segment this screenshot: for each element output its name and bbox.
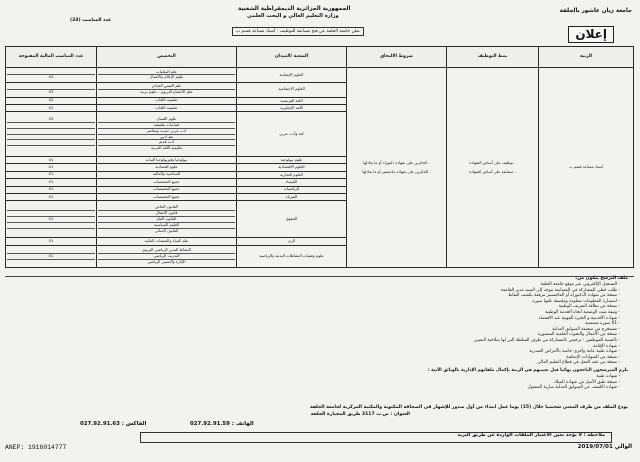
- positions-cell: [6, 193, 97, 200]
- specialty-cell: [97, 156, 237, 163]
- positions-cell: [6, 82, 97, 97]
- conditions-cell: [347, 68, 447, 268]
- positions-count-item: 01: [48, 178, 54, 184]
- table-row: [6, 68, 634, 83]
- positions-count-item: 01: [48, 164, 54, 170]
- positions-cell: [6, 171, 97, 178]
- announcement-title: إعلان: [568, 26, 614, 43]
- phone-number: الهاتف : 027.92.91.59: [190, 421, 254, 427]
- remark-text: ملاحظة : لا يؤخذ بعين الاعتبار الملفات الواردة عن طريق البريد: [457, 433, 605, 438]
- specialty-item: علم النفس العيادي: [98, 84, 235, 90]
- field-cell: الرياضيات: [237, 186, 347, 193]
- field-cell: اللغة الإنجليزية: [237, 105, 347, 112]
- specialty-item: تعليمية اللغات: [155, 98, 178, 103]
- condition-item: - الحائزين على شهادة ماجستير أو ما يعادلها: [362, 168, 431, 174]
- specialty-item: الإدارة والتسيير الرياضي: [147, 259, 186, 264]
- republic-title: الجمهورية الجزائرية الديمقراطية الشعبية: [238, 6, 351, 12]
- specialty-cell: [97, 238, 237, 245]
- positions-count-item: 01: [48, 193, 54, 199]
- specialty-cell: [97, 68, 237, 83]
- positions-cell: [6, 156, 97, 163]
- final-note-item: - نسخة طبق الأصل من شهادة الميلاد: [553, 379, 620, 385]
- field-cell: الكيمياء: [237, 179, 347, 186]
- positions-count-item: 02: [48, 104, 54, 110]
- file-requirement-item: - نسخة من شهادة الدكتوراه أو الماجستير مرفقة بكشف النقاط: [508, 293, 620, 299]
- specialty-item: علوم الإعلام والاتصال: [149, 75, 184, 80]
- positions-count-item: 02: [7, 117, 95, 123]
- positions-count-item: 03: [48, 89, 54, 95]
- positions-count-item: [7, 260, 95, 265]
- specialty-item: علوم اللسان: [98, 117, 235, 123]
- header-specialty: التخصص: [97, 47, 237, 68]
- file-requirement-item: - التسجيل الإلكتروني عبر موقع جامعة الجلفة: [540, 282, 620, 287]
- specialty-cell: [97, 245, 237, 267]
- specialty-cell: [97, 201, 237, 238]
- recruitment-mode-cell: [447, 68, 539, 268]
- final-note-title: يلزم المترشحون الناجحون نهائيا قبل تعيينهم في الرتبة بإكمال ملفاتهم الإدارية بالوثائق الآتية :: [427, 368, 628, 373]
- rank-cell: أستاذ مساعد قسم ب: [539, 68, 634, 268]
- files-list: [100, 282, 620, 366]
- specialty-item: جميع التخصصات: [153, 187, 180, 192]
- file-requirement-item: - نسخة من بطاقة التعريف الوطنية: [558, 304, 620, 310]
- fax-number: الفاكس : 027.92.91.63: [80, 421, 147, 427]
- specialty-cell: [97, 105, 237, 112]
- specialty-item: علم المياه والمنشآت المائية: [144, 239, 189, 244]
- specialty-cell: [97, 112, 237, 156]
- specialty-item: القانون العام: [98, 217, 235, 223]
- file-requirement-item: - نسخة من الشهادات الإضافية: [566, 354, 620, 360]
- specialty-item: النشاط البدني الرياضي التربوي: [98, 248, 235, 254]
- header-field: الشعبة /الميدان: [237, 47, 347, 68]
- specialty-item: العلوم السياسية: [98, 223, 235, 229]
- specialty-cell: [97, 164, 237, 171]
- specialty-item: تعليمية اللغة العربية: [151, 146, 182, 151]
- divider: [5, 276, 634, 277]
- final-note-item: - شهادة طبية: [596, 374, 620, 379]
- deposit-text: يودع الملف من طرف المعني شخصيا خلال (15) يوما عمل ابتداء من أول صدور للإشهار في الصحافة المكتوبة والمكتبة المركزية لجامعة الجلفة: [309, 405, 628, 410]
- positions-cell: [6, 97, 97, 104]
- field-cell: لغة وأدب عربي: [237, 112, 347, 156]
- specialty-cell: [97, 171, 237, 178]
- specialty-item: تعليمية اللغات: [155, 105, 178, 110]
- positions-count-item: 01: [48, 186, 54, 192]
- file-requirement-item: - نسخة من الأعمال والبحوث العلمية المنشورة: [537, 332, 620, 338]
- positions-count-item: [7, 146, 95, 151]
- specialty-item: أدب قديم: [98, 140, 235, 146]
- positions-cell: [6, 245, 97, 267]
- positions-count-item: 01: [48, 171, 54, 177]
- file-requirement-item: - بالنسبة للموظفين : ترخيص بالمشاركة من طرف السلطة التي لها صلاحية التعيين: [474, 337, 620, 343]
- positions-count-item: [7, 229, 95, 234]
- ministry-title: وزارة التعليم العالي و البحث العلمي: [247, 13, 339, 19]
- file-requirement-item: - شهادة الإقامة: [593, 343, 620, 349]
- file-requirement-item: - شهادة طبية عامة وأخرى خاصة بالأمراض الصدرية: [529, 349, 620, 355]
- file-requirement-item: - مستخرج من صحيفة السوابق العدلية: [552, 326, 620, 332]
- specialty-item: جميع التخصصات: [153, 179, 180, 184]
- recruitment-mode-item: - مسابقة على أساس الشهادة: [469, 168, 516, 174]
- positions-cell: [6, 238, 97, 245]
- field-cell: اللغة الفرنسية: [237, 97, 347, 104]
- positions-count-item: 01: [48, 156, 54, 162]
- table-body: [6, 68, 634, 268]
- specialty-cell: [97, 97, 237, 104]
- positions-count-item: 02: [48, 97, 54, 103]
- files-title: ملف الترشح يتكون من:: [575, 276, 628, 281]
- specialty-cell: [97, 82, 237, 97]
- field-cell: العلوم التجارية: [237, 171, 347, 178]
- specialty-item: علم الاجتماع التربوي - علوم تربية: [140, 90, 193, 95]
- specialty-cell: [97, 193, 237, 200]
- header-positions: عدد المناصب المالية المفتوحة: [6, 47, 97, 68]
- final-note-list: [220, 374, 620, 391]
- file-requirement-item: - 01 صورة شمسية: [585, 321, 620, 327]
- final-note-item: - شهادة الكشف عن السوابق العدلية سارية المفعول: [527, 385, 620, 391]
- positions-count-item: 01: [7, 217, 95, 223]
- specialty-item: القانون الجنائي: [154, 228, 179, 233]
- positions-count-item: 03: [48, 74, 54, 80]
- positions-cell: [6, 164, 97, 171]
- positions-cell: [6, 201, 97, 238]
- specialty-item: القانون الخاص: [98, 205, 235, 211]
- specialty-item: المحاسبة والمالية: [152, 172, 181, 177]
- specialty-cell: [97, 179, 237, 186]
- address-text: العنوان : ص.ب 3117 طريق المجبارة الجلفة: [310, 412, 410, 417]
- positions-cell: [6, 68, 97, 83]
- announcement-subtitle: تعلن جامعة الجلفة عن فتح مسابقة للتوظيف : أستاذ مساعد قسم ب: [232, 27, 364, 36]
- specialty-item: علوم اقتصادية: [155, 165, 178, 170]
- positions-count-item: 01: [48, 238, 54, 244]
- positions-cell: [6, 186, 97, 193]
- file-requirement-item: - نسخة من عقد العمل في قطاع التعليم العالي: [537, 360, 620, 366]
- specialty-item: لسانيات تطبيقية: [98, 123, 235, 129]
- field-cell: الحقوق: [237, 201, 347, 238]
- file-requirement-item: - شهادة الأقدمية و الخبرة المهنية عند الاقتضاء: [538, 315, 620, 321]
- recruitment-mode-item: - توظيف على أساس الشهادة: [469, 160, 516, 165]
- positions-count-item: 01: [7, 254, 95, 260]
- positions-cell: [6, 179, 97, 186]
- specialty-item: جميع التخصصات: [153, 194, 180, 199]
- field-cell: العلوم الإنسانية: [237, 68, 347, 83]
- specialty-item: قانون الأعمال: [98, 211, 235, 217]
- header-conditions: شروط الالتحاق: [347, 47, 447, 68]
- field-cell: علوم وتقنيات النشاطات البدنية والرياضية: [237, 245, 347, 267]
- field-cell: الفيزياء: [237, 193, 347, 200]
- positions-table: [5, 46, 634, 268]
- positions-cell: [6, 112, 97, 156]
- header-rank: الرتبة: [539, 47, 634, 68]
- file-requirement-item: - وثيقة تثبت الوضعية اتجاه الخدمة الوطنية: [545, 309, 620, 315]
- field-cell: العلوم الاجتماعية: [237, 82, 347, 97]
- condition-item: - الحائزين على شهادة دكتوراه أو ما يعادلها: [363, 160, 430, 165]
- table-header-row: [6, 47, 634, 68]
- specialty-item: التدريب الرياضي: [98, 254, 235, 260]
- specialty-cell: [97, 186, 237, 193]
- publication-date: الوالي 2019/07/01: [577, 444, 632, 450]
- file-requirement-item: - طلب خطي للمشاركة في المسابقة موجه إلى السيد مدير الجامعة: [500, 287, 620, 293]
- field-cell: علوم بيولوجية: [237, 156, 347, 163]
- specialty-item: بيولوجيا وفيزيولوجيا النبات: [145, 157, 188, 162]
- field-cell: الري: [237, 238, 347, 245]
- header-recruitment-mode: نمط التوظيف: [447, 47, 539, 68]
- specialty-item: علم المكتبات: [98, 70, 235, 76]
- positions-cell: [6, 105, 97, 112]
- file-requirement-item: - استمارة المعلومات مملوءة وملصقة عليها صورة: [532, 298, 620, 304]
- university-name: جامعة زيان عاشور بالجلفة: [559, 8, 632, 14]
- specialty-item: نقد أدبي: [98, 135, 235, 141]
- positions-count: عدد المناصب (24): [70, 18, 112, 23]
- field-cell: العلوم الاقتصادية: [237, 164, 347, 171]
- specialty-item: أدب عربي حديث ومعاصر: [98, 129, 235, 135]
- anep-code: ANEP: 1916014777: [5, 444, 67, 451]
